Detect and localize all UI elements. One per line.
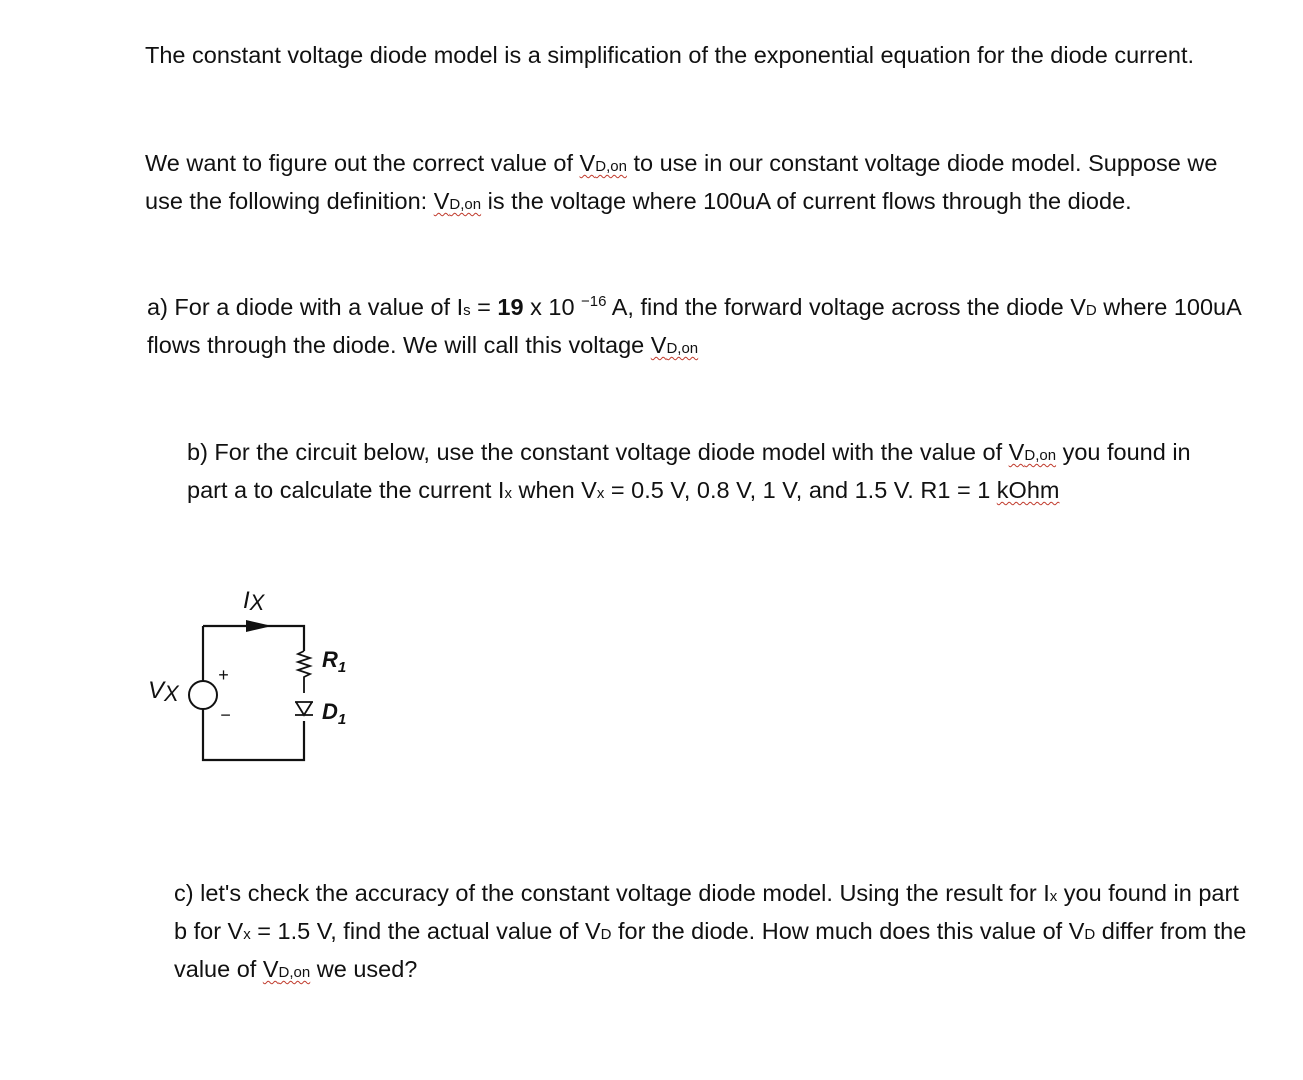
voltage-source-icon	[189, 681, 217, 709]
vdon-term	[1009, 439, 1056, 465]
unit-kohm: kOhm	[996, 477, 1060, 503]
part-c-text-3: = 1.5 V, find the actual value of V	[250, 918, 601, 944]
vd-subscript: D	[1084, 926, 1096, 943]
part-a-text-5: where 100uA flows through the diode. We will call this voltage	[147, 294, 1241, 358]
part-a-paragraph	[147, 290, 1247, 366]
ix-subscript: x	[504, 485, 512, 502]
vdon-term	[434, 188, 481, 214]
vdon-term	[651, 332, 698, 358]
vdon-symbol: V	[262, 956, 279, 982]
vdon-subscript: D,on	[595, 158, 627, 175]
minus-sign: −	[220, 705, 231, 725]
is-value: 19	[497, 294, 524, 320]
is-subscript: s	[463, 302, 471, 319]
part-b-text-3: when V	[511, 477, 597, 503]
intro-text: The constant voltage diode model is a simplification of the exponential equation for the diode current.	[145, 42, 1195, 68]
vdon-symbol: V	[1008, 439, 1025, 465]
vx-subscript: x	[243, 926, 251, 943]
resistor-icon	[298, 651, 310, 693]
resistor-label: $R_1$	[322, 647, 347, 676]
vdon-subscript: D,on	[278, 964, 311, 981]
definition-text-1: We want to figure out the correct value of	[145, 150, 580, 176]
vdon-symbol: V	[433, 188, 450, 214]
vdon-subscript: D,on	[449, 196, 482, 213]
vd-subscript: D	[600, 926, 612, 943]
vdon-term	[263, 956, 310, 982]
definition-paragraph	[145, 146, 1245, 222]
definition-text-3: is the voltage where 100uA of current flows through the diode.	[481, 188, 1132, 214]
plus-sign: +	[218, 665, 229, 685]
part-b-text-2: you found in part a to calculate the current I	[187, 439, 1191, 503]
exponent: −16	[581, 293, 607, 310]
vdon-subscript: D,on	[1024, 447, 1057, 464]
ix-subscript: x	[1049, 888, 1058, 905]
part-b-paragraph	[187, 435, 1237, 511]
current-arrow-icon	[246, 620, 272, 632]
part-a-text-1: a) For a diode with a value of I	[147, 294, 464, 320]
part-a-text-2: =	[470, 294, 498, 320]
part-c-text-1: c) let's check the accuracy of the constant voltage diode model. Using the result for I	[174, 880, 1050, 906]
diode-icon	[295, 702, 313, 715]
part-c-text-4: for the diode. How much does this value of V	[611, 918, 1085, 944]
vdon-subscript: D,on	[666, 340, 699, 357]
part-c-text-5: differ from the value of	[174, 918, 1247, 982]
vdon-symbol: V	[579, 150, 596, 176]
part-c-text-2: you found in part b for V	[174, 880, 1239, 944]
vd-subscript: D	[1085, 302, 1097, 319]
part-a-text-4: A, find the forward voltage across the diode V	[606, 294, 1086, 320]
circuit-diagram	[130, 575, 390, 775]
part-b-text-4: = 0.5 V, 0.8 V, 1 V, and 1.5 V. R1 = 1	[604, 477, 997, 503]
part-c-paragraph	[174, 876, 1254, 990]
definition-text-2: to use in our constant voltage diode model. Suppose we use the following definition:	[145, 150, 1218, 214]
part-a-text-3: x 10	[523, 294, 582, 320]
vdon-symbol: V	[650, 332, 667, 358]
source-label: VX	[148, 677, 179, 706]
part-c-text-6: we used?	[310, 956, 418, 982]
diode-label: $D_1$	[322, 699, 347, 728]
part-b-text-1: b) For the circuit below, use the constant voltage diode model with the value of	[187, 439, 1009, 465]
vx-subscript: x	[596, 485, 605, 502]
bottom-wire	[203, 709, 304, 760]
vdon-term	[580, 150, 627, 176]
intro-paragraph	[145, 38, 1265, 73]
current-label: IX	[243, 587, 265, 615]
